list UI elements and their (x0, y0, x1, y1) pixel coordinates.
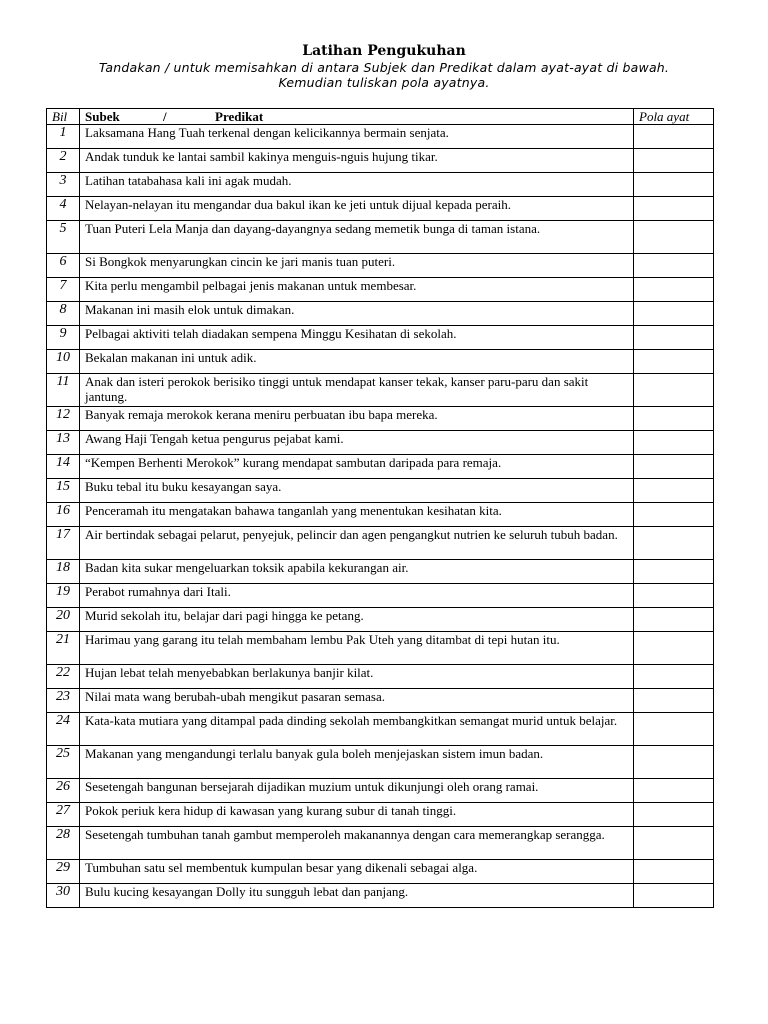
pola-ayat-answer-cell[interactable] (634, 350, 714, 374)
sentence-text: Sesetengah bangunan bersejarah dijadikan muzium untuk dikunjungi oleh orang ramai. (80, 779, 634, 803)
instruction-line-1: Tandakan / untuk memisahkan di antara Subjek dan Predikat dalam ayat-ayat di bawah. (98, 60, 670, 75)
row-number: 14 (47, 455, 80, 479)
row-number: 1 (47, 125, 80, 149)
pola-ayat-answer-cell[interactable] (634, 689, 714, 713)
row-number: 6 (47, 254, 80, 278)
table-row (47, 302, 714, 326)
table-row (47, 584, 714, 608)
pola-ayat-answer-cell[interactable] (634, 431, 714, 455)
table-row (47, 149, 714, 173)
table-header-row (47, 109, 714, 125)
table-row (47, 479, 714, 503)
sentence-text: Pelbagai aktiviti telah diadakan sempena Minggu Kesihatan di sekolah. (80, 326, 634, 350)
pola-ayat-answer-cell[interactable] (634, 527, 714, 560)
row-number: 12 (47, 407, 80, 431)
row-number: 26 (47, 779, 80, 803)
table-row (47, 350, 714, 374)
row-number: 13 (47, 431, 80, 455)
table-row (47, 278, 714, 302)
pola-ayat-answer-cell[interactable] (634, 884, 714, 908)
worksheet-title: Latihan Pengukuhan (302, 43, 466, 59)
header-bil: Bil (47, 109, 80, 125)
sentence-text: Kata-kata mutiara yang ditampal pada dinding sekolah membangkitkan semangat murid untuk belajar. (80, 713, 634, 746)
row-number: 8 (47, 302, 80, 326)
row-number: 15 (47, 479, 80, 503)
row-number: 28 (47, 827, 80, 860)
header-subek: Subek (85, 109, 120, 124)
table-row (47, 407, 714, 431)
table-row (47, 713, 714, 746)
sentence-text: Awang Haji Tengah ketua pengurus pejabat kami. (80, 431, 634, 455)
row-number: 18 (47, 560, 80, 584)
pola-ayat-answer-cell[interactable] (634, 278, 714, 302)
row-number: 7 (47, 278, 80, 302)
table-row (47, 665, 714, 689)
worksheet-header (0, 42, 768, 90)
sentence-text: Makanan ini masih elok untuk dimakan. (80, 302, 634, 326)
instruction-line-2: Kemudian tuliskan pola ayatnya. (278, 75, 490, 90)
pola-ayat-answer-cell[interactable] (634, 860, 714, 884)
table-row (47, 326, 714, 350)
pola-ayat-answer-cell[interactable] (634, 803, 714, 827)
table-row (47, 689, 714, 713)
row-number: 5 (47, 221, 80, 254)
row-number: 27 (47, 803, 80, 827)
table-row (47, 560, 714, 584)
table-row (47, 374, 714, 407)
pola-ayat-answer-cell[interactable] (634, 302, 714, 326)
pola-ayat-answer-cell[interactable] (634, 608, 714, 632)
pola-ayat-answer-cell[interactable] (634, 713, 714, 746)
row-number: 9 (47, 326, 80, 350)
row-number: 3 (47, 173, 80, 197)
sentence-text: Pokok periuk kera hidup di kawasan yang kurang subur di tanah tinggi. (80, 803, 634, 827)
sentence-text: Air bertindak sebagai pelarut, penyejuk, pelincir dan agen pengangkut nutrien ke seluruh tubuh badan. (80, 527, 634, 560)
sentence-text: Tumbuhan satu sel membentuk kumpulan besar yang dikenali sebagai alga. (80, 860, 634, 884)
table-row (47, 173, 714, 197)
row-number: 2 (47, 149, 80, 173)
row-number: 16 (47, 503, 80, 527)
sentence-text: Bulu kucing kesayangan Dolly itu sungguh lebat dan panjang. (80, 884, 634, 908)
table-row (47, 884, 714, 908)
table-row (47, 503, 714, 527)
pola-ayat-answer-cell[interactable] (634, 326, 714, 350)
pola-ayat-answer-cell[interactable] (634, 827, 714, 860)
pola-ayat-answer-cell[interactable] (634, 779, 714, 803)
row-number: 29 (47, 860, 80, 884)
header-predikat: Predikat (215, 109, 264, 124)
row-number: 30 (47, 884, 80, 908)
table-row (47, 827, 714, 860)
sentence-text: Banyak remaja merokok kerana meniru perbuatan ibu bapa mereka. (80, 407, 634, 431)
row-number: 25 (47, 746, 80, 779)
sentence-text: “Kempen Berhenti Merokok” kurang mendapat sambutan daripada para remaja. (80, 455, 634, 479)
sentence-text: Latihan tatabahasa kali ini agak mudah. (80, 173, 634, 197)
sentence-text: Tuan Puteri Lela Manja dan dayang-dayangnya sedang memetik bunga di taman istana. (80, 221, 634, 254)
pola-ayat-answer-cell[interactable] (634, 254, 714, 278)
pola-ayat-answer-cell[interactable] (634, 503, 714, 527)
sentence-text: Si Bongkok menyarungkan cincin ke jari manis tuan puteri. (80, 254, 634, 278)
table-row (47, 125, 714, 149)
sentence-text: Andak tunduk ke lantai sambil kakinya menguis-nguis hujung tikar. (80, 149, 634, 173)
header-pola-ayat: Pola ayat (634, 109, 714, 125)
pola-ayat-answer-cell[interactable] (634, 173, 714, 197)
sentence-text: Nilai mata wang berubah-ubah mengikut pasaran semasa. (80, 689, 634, 713)
sentence-text: Hujan lebat telah menyebabkan berlakunya banjir kilat. (80, 665, 634, 689)
table-row (47, 197, 714, 221)
row-number: 20 (47, 608, 80, 632)
header-subjek-predikat (80, 109, 634, 125)
pola-ayat-answer-cell[interactable] (634, 455, 714, 479)
sentence-text: Anak dan isteri perokok berisiko tinggi untuk mendapat kanser tekak, kanser paru-paru dan sakit jantung. (80, 374, 634, 407)
sentence-text: Sesetengah tumbuhan tanah gambut memperoleh makanannya dengan cara memerangkap serangga. (80, 827, 634, 860)
pola-ayat-answer-cell[interactable] (634, 584, 714, 608)
sentence-text: Penceramah itu mengatakan bahawa tanganlah yang menentukan kesihatan kita. (80, 503, 634, 527)
table-row (47, 608, 714, 632)
row-number: 22 (47, 665, 80, 689)
row-number: 21 (47, 632, 80, 665)
row-number: 17 (47, 527, 80, 560)
exercise-table (46, 108, 714, 908)
table-row (47, 527, 714, 560)
table-row (47, 221, 714, 254)
pola-ayat-answer-cell[interactable] (634, 407, 714, 431)
sentence-text: Bekalan makanan ini untuk adik. (80, 350, 634, 374)
sentence-text: Kita perlu mengambil pelbagai jenis makanan untuk membesar. (80, 278, 634, 302)
pola-ayat-answer-cell[interactable] (634, 197, 714, 221)
row-number: 23 (47, 689, 80, 713)
table-row (47, 746, 714, 779)
row-number: 4 (47, 197, 80, 221)
header-slash: / (163, 109, 167, 124)
sentence-text: Perabot rumahnya dari Itali. (80, 584, 634, 608)
sentence-text: Murid sekolah itu, belajar dari pagi hingga ke petang. (80, 608, 634, 632)
pola-ayat-answer-cell[interactable] (634, 665, 714, 689)
row-number: 10 (47, 350, 80, 374)
pola-ayat-answer-cell[interactable] (634, 632, 714, 665)
table-row (47, 803, 714, 827)
table-row (47, 455, 714, 479)
table-row (47, 254, 714, 278)
sentence-text: Makanan yang mengandungi terlalu banyak gula boleh menjejaskan sistem imun badan. (80, 746, 634, 779)
table-row (47, 779, 714, 803)
pola-ayat-answer-cell[interactable] (634, 560, 714, 584)
sentence-text: Badan kita sukar mengeluarkan toksik apabila kekurangan air. (80, 560, 634, 584)
table-row (47, 431, 714, 455)
pola-ayat-answer-cell[interactable] (634, 479, 714, 503)
row-number: 24 (47, 713, 80, 746)
pola-ayat-answer-cell[interactable] (634, 374, 714, 407)
table-row (47, 860, 714, 884)
row-number: 19 (47, 584, 80, 608)
pola-ayat-answer-cell[interactable] (634, 149, 714, 173)
pola-ayat-answer-cell[interactable] (634, 221, 714, 254)
sentence-text: Laksamana Hang Tuah terkenal dengan kelicikannya bermain senjata. (80, 125, 634, 149)
pola-ayat-answer-cell[interactable] (634, 125, 714, 149)
row-number: 11 (47, 374, 80, 407)
sentence-text: Nelayan-nelayan itu mengandar dua bakul ikan ke jeti untuk dijual kepada peraih. (80, 197, 634, 221)
sentence-text: Harimau yang garang itu telah membaham lembu Pak Uteh yang ditambat di tepi hutan itu. (80, 632, 634, 665)
table-row (47, 632, 714, 665)
sentence-text: Buku tebal itu buku kesayangan saya. (80, 479, 634, 503)
pola-ayat-answer-cell[interactable] (634, 746, 714, 779)
